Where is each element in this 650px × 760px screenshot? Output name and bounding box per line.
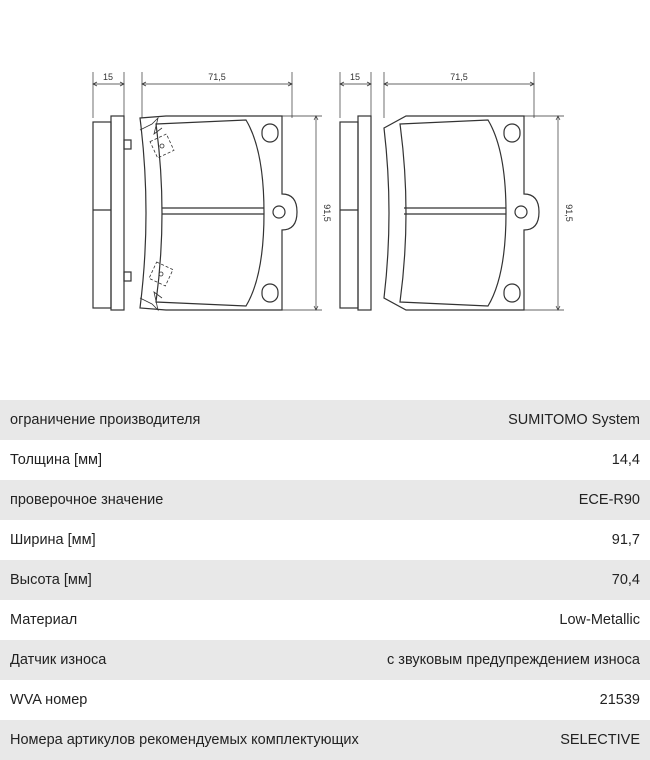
spec-label: проверочное значение	[10, 492, 164, 508]
spec-row-thickness	[0, 440, 650, 480]
spec-label: Толщина [мм]	[10, 452, 103, 468]
left-pad-hole-bottom	[262, 284, 278, 302]
right-pad-friction-material	[400, 120, 506, 306]
spec-value: 70,4	[611, 572, 640, 588]
right-pad-slot	[404, 208, 506, 214]
spec-value: 14,4	[611, 452, 640, 468]
spec-label: Датчик износа	[10, 652, 107, 668]
left-pad-friction-material	[156, 120, 264, 306]
left-pad-slot	[162, 208, 264, 214]
spec-label: WVA номер	[10, 692, 88, 708]
left-pad-side-profile	[93, 116, 131, 310]
spec-label: Номера артикулов рекомендуемых комплектующих	[10, 732, 359, 748]
spec-row-material	[0, 600, 650, 640]
spec-row-width	[0, 520, 650, 560]
spec-row-test-mark	[0, 480, 650, 520]
right-pad-tab-hole	[515, 206, 527, 218]
spec-label: ограничение производителя	[10, 412, 201, 428]
right-pad-backing-plate	[384, 116, 539, 310]
left-height-label: 91,5	[322, 204, 332, 222]
right-pad-side-profile	[340, 116, 371, 310]
spec-value: ECE-R90	[578, 492, 640, 508]
right-width-label: 71,5	[450, 72, 468, 82]
left-thickness-label: 15	[102, 72, 114, 82]
specifications-table	[0, 400, 650, 760]
right-pad-hole-bottom	[504, 284, 520, 302]
spec-label: Высота [мм]	[10, 572, 92, 588]
spec-value: 91,7	[611, 532, 640, 548]
left-pad-tab-hole	[273, 206, 285, 218]
spec-label: Ширина [мм]	[10, 532, 96, 548]
left-width-label: 71,5	[208, 72, 226, 82]
spec-label: Материал	[10, 612, 78, 628]
spec-value: Low-Metallic	[559, 612, 640, 628]
spec-row-manufacturer-restriction	[0, 400, 650, 440]
left-pad-hole-top	[262, 124, 278, 142]
spec-row-wva-number	[0, 680, 650, 720]
spec-row-recommended-accessories	[0, 720, 650, 760]
spec-value: SUMITOMO System	[508, 412, 640, 428]
right-pad-hole-top	[504, 124, 520, 142]
spec-value: с звуковым предупреждением износа	[387, 652, 640, 668]
right-height-label: 91,5	[564, 204, 574, 222]
right-height-dimension	[524, 116, 564, 310]
spec-row-wear-sensor	[0, 640, 650, 680]
right-thickness-label: 15	[349, 72, 361, 82]
spec-value: SELECTIVE	[560, 732, 640, 748]
spec-row-height	[0, 560, 650, 600]
spec-value: 21539	[599, 692, 640, 708]
left-height-dimension	[282, 116, 322, 310]
